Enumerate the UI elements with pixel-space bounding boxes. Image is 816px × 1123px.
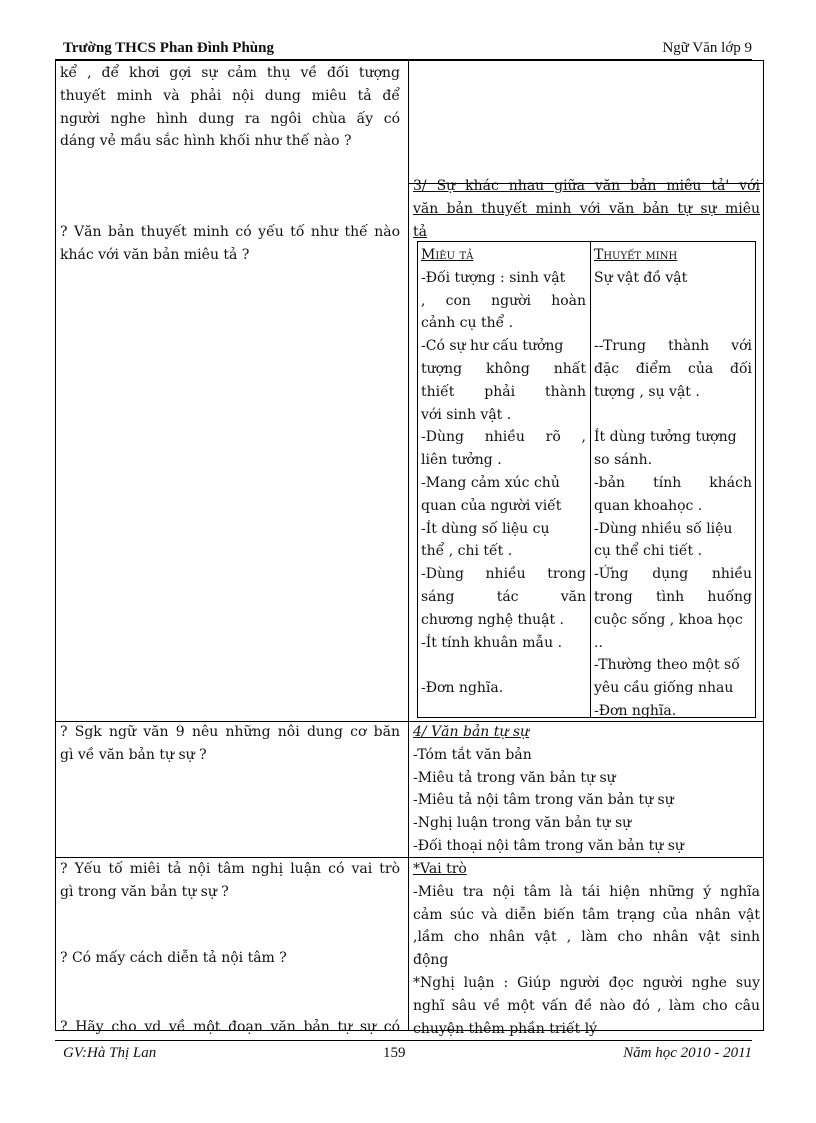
text-line: -Mang cảm xúc chủ xyxy=(421,474,560,491)
text-line: -Dùng nhiều trong xyxy=(421,566,586,583)
comparison-table xyxy=(417,241,756,718)
lesson-table xyxy=(55,60,764,1037)
section-3-heading xyxy=(413,175,760,243)
text-line: trong tình huống xyxy=(594,588,752,605)
text-line: cảm súc và diễn biến tâm trạng của nhân vật xyxy=(413,906,760,923)
text-line: sáng tác văn xyxy=(421,588,586,605)
vai-tro-title: *Vai trò xyxy=(413,861,467,877)
school-name: Trường THCS Phan Đình Phùng xyxy=(63,40,274,56)
question-5 xyxy=(60,1016,400,1039)
text-line: người nghe hình dung ra ngôi chùa ấy có xyxy=(60,110,400,127)
text-line: -Đối thoại nội tâm trong văn bản tự sự xyxy=(413,837,684,854)
section-4-items xyxy=(413,744,760,858)
text-line: -Miêu tra nội tâm là tái hiện những ý nghĩa xyxy=(413,883,760,900)
teacher-name: GV:Hà Thị Lan xyxy=(63,1045,157,1061)
text-line: -Miêu tả nội tâm trong văn bản tự sự xyxy=(413,792,674,809)
text-line: -Tóm tắt văn bản xyxy=(413,746,532,763)
column-divider xyxy=(408,61,409,1030)
text-line: Sự vật đồ vật xyxy=(594,269,688,286)
text-line: -Nghị luận trong văn bản tự sự xyxy=(413,815,632,832)
text-line: khác với văn bản miêu tả ? xyxy=(60,246,250,263)
text-line: .. xyxy=(594,634,603,651)
page-number: 159 xyxy=(383,1045,406,1061)
text-line: -Đơn nghĩa. xyxy=(594,702,677,719)
text-line: ? Văn bản thuyết minh có yếu tố như thế nào xyxy=(60,224,400,240)
text-line: -Thường theo một số xyxy=(594,657,740,674)
text-line: cảnh cụ thể . xyxy=(421,315,514,332)
text-line: nghĩ sâu về một vấn đề nào đó , làm cho câu xyxy=(413,997,760,1014)
left-intro-text xyxy=(60,62,400,153)
text-line: tượng , sụ vật . xyxy=(594,383,700,400)
school-year: Năm học 2010 - 2011 xyxy=(623,1045,752,1061)
text-line: so sánh. xyxy=(594,452,653,469)
col-thuyetminh xyxy=(594,244,752,723)
vai-tro-lines xyxy=(413,881,760,1041)
text-line: cụ thể chi tiết . xyxy=(594,543,703,560)
text-line: 3/ Sự khác nhau giữa văn bản miêu tả' với xyxy=(413,178,760,194)
vai-tro-section xyxy=(413,858,760,1040)
text-line: quan khoahọc . xyxy=(594,497,703,514)
question-2 xyxy=(60,721,400,767)
col-header-mieuta: Miêu tả xyxy=(421,247,474,263)
text-line: ,lầm cho nhân vật , làm cho nhân vật sinh xyxy=(413,929,760,946)
text-line: chương nghệ thuật . xyxy=(421,611,564,628)
section-4-title: 4/ Văn bản tự sự xyxy=(413,724,530,740)
text-line: -Đối tượng : sinh vật xyxy=(421,269,566,286)
text-line: -Miêu tả trong văn bản tự sự xyxy=(413,769,616,786)
text-line: chuyện thêm phần triết lý xyxy=(413,1020,598,1037)
text-line: văn bản thuyết minh với văn bản tự sự miêu xyxy=(413,200,760,217)
text-line xyxy=(421,654,586,677)
mieuta-lines xyxy=(421,267,586,700)
text-line: -Dùng nhiều số liệu xyxy=(594,520,733,537)
text-line xyxy=(594,290,752,313)
text-line: thể , chi tết . xyxy=(421,543,513,560)
text-line: ? Có mấy cách diễn tả nội tâm ? xyxy=(60,950,287,966)
text-line: tượng không nhất xyxy=(421,360,586,377)
page-header xyxy=(55,38,752,60)
text-line xyxy=(594,312,752,335)
text-line xyxy=(594,404,752,427)
subject-name: Ngữ Văn lớp 9 xyxy=(662,40,752,56)
section-4 xyxy=(413,721,760,858)
text-line: với sinh vật . xyxy=(421,406,512,423)
text-line: thiết phải thành xyxy=(421,383,586,400)
text-line: tả xyxy=(413,223,427,240)
col-header-thuyetminh: Thuyết minh xyxy=(594,247,678,263)
text-line: đặc điểm của đối xyxy=(594,360,752,377)
text-line: dáng vẻ mầu sắc hình khối như thế nào ? xyxy=(60,133,352,150)
question-3 xyxy=(60,858,400,904)
text-line: gì về văn bản tự sự ? xyxy=(60,746,207,763)
question-4 xyxy=(60,947,400,970)
footer-rule xyxy=(55,1040,752,1041)
text-line: -Ít tính khuân mẫu . xyxy=(421,634,563,651)
text-line: ? Sgk ngữ văn 9 nêu những nôi dung cơ băn xyxy=(60,724,400,740)
text-line: -bản tính khách xyxy=(594,474,752,491)
page-footer xyxy=(55,1040,752,1064)
text-line: quan của người viết xyxy=(421,497,562,514)
col-mieuta xyxy=(421,244,586,700)
text-line: liên tưởng . xyxy=(421,452,502,469)
text-line: -Đơn nghĩa. xyxy=(421,680,504,697)
comparison-divider xyxy=(590,242,591,717)
thuyetminh-lines xyxy=(594,267,752,723)
text-line: --Trung thành với xyxy=(594,338,752,355)
text-line: cuộc sống , khoa học xyxy=(594,611,743,628)
text-line: ? Hãy cho vd về một đoạn văn bản tự sự có xyxy=(60,1019,400,1035)
text-line: kể , để khơi gợi sự cảm thụ về đối tượng xyxy=(60,65,400,81)
text-line: thuyết minh và phải nội dung miêu tả để xyxy=(60,87,400,104)
text-line: ? Yếu tố miêi tả nội tâm nghị luận có vai trò xyxy=(60,861,400,877)
text-line: -Có sự hư cấu tưởng xyxy=(421,338,564,355)
text-line: gì trong văn bản tự sự ? xyxy=(60,883,229,900)
text-line: , con người hoàn xyxy=(421,292,586,309)
text-line: -Ứng dụng nhiều xyxy=(594,566,752,583)
text-line: yêu cầu giống nhau xyxy=(594,680,734,697)
text-line: *Nghị luận : Giúp người đọc người nghe suy xyxy=(413,974,760,991)
text-line: động xyxy=(413,952,449,969)
text-line: Ít dùng tưởng tượng xyxy=(594,429,737,446)
text-line: -Ít dùng số liệu cụ xyxy=(421,520,550,537)
text-line: -Dùng nhiều rõ , xyxy=(421,429,586,446)
question-1 xyxy=(60,221,400,267)
